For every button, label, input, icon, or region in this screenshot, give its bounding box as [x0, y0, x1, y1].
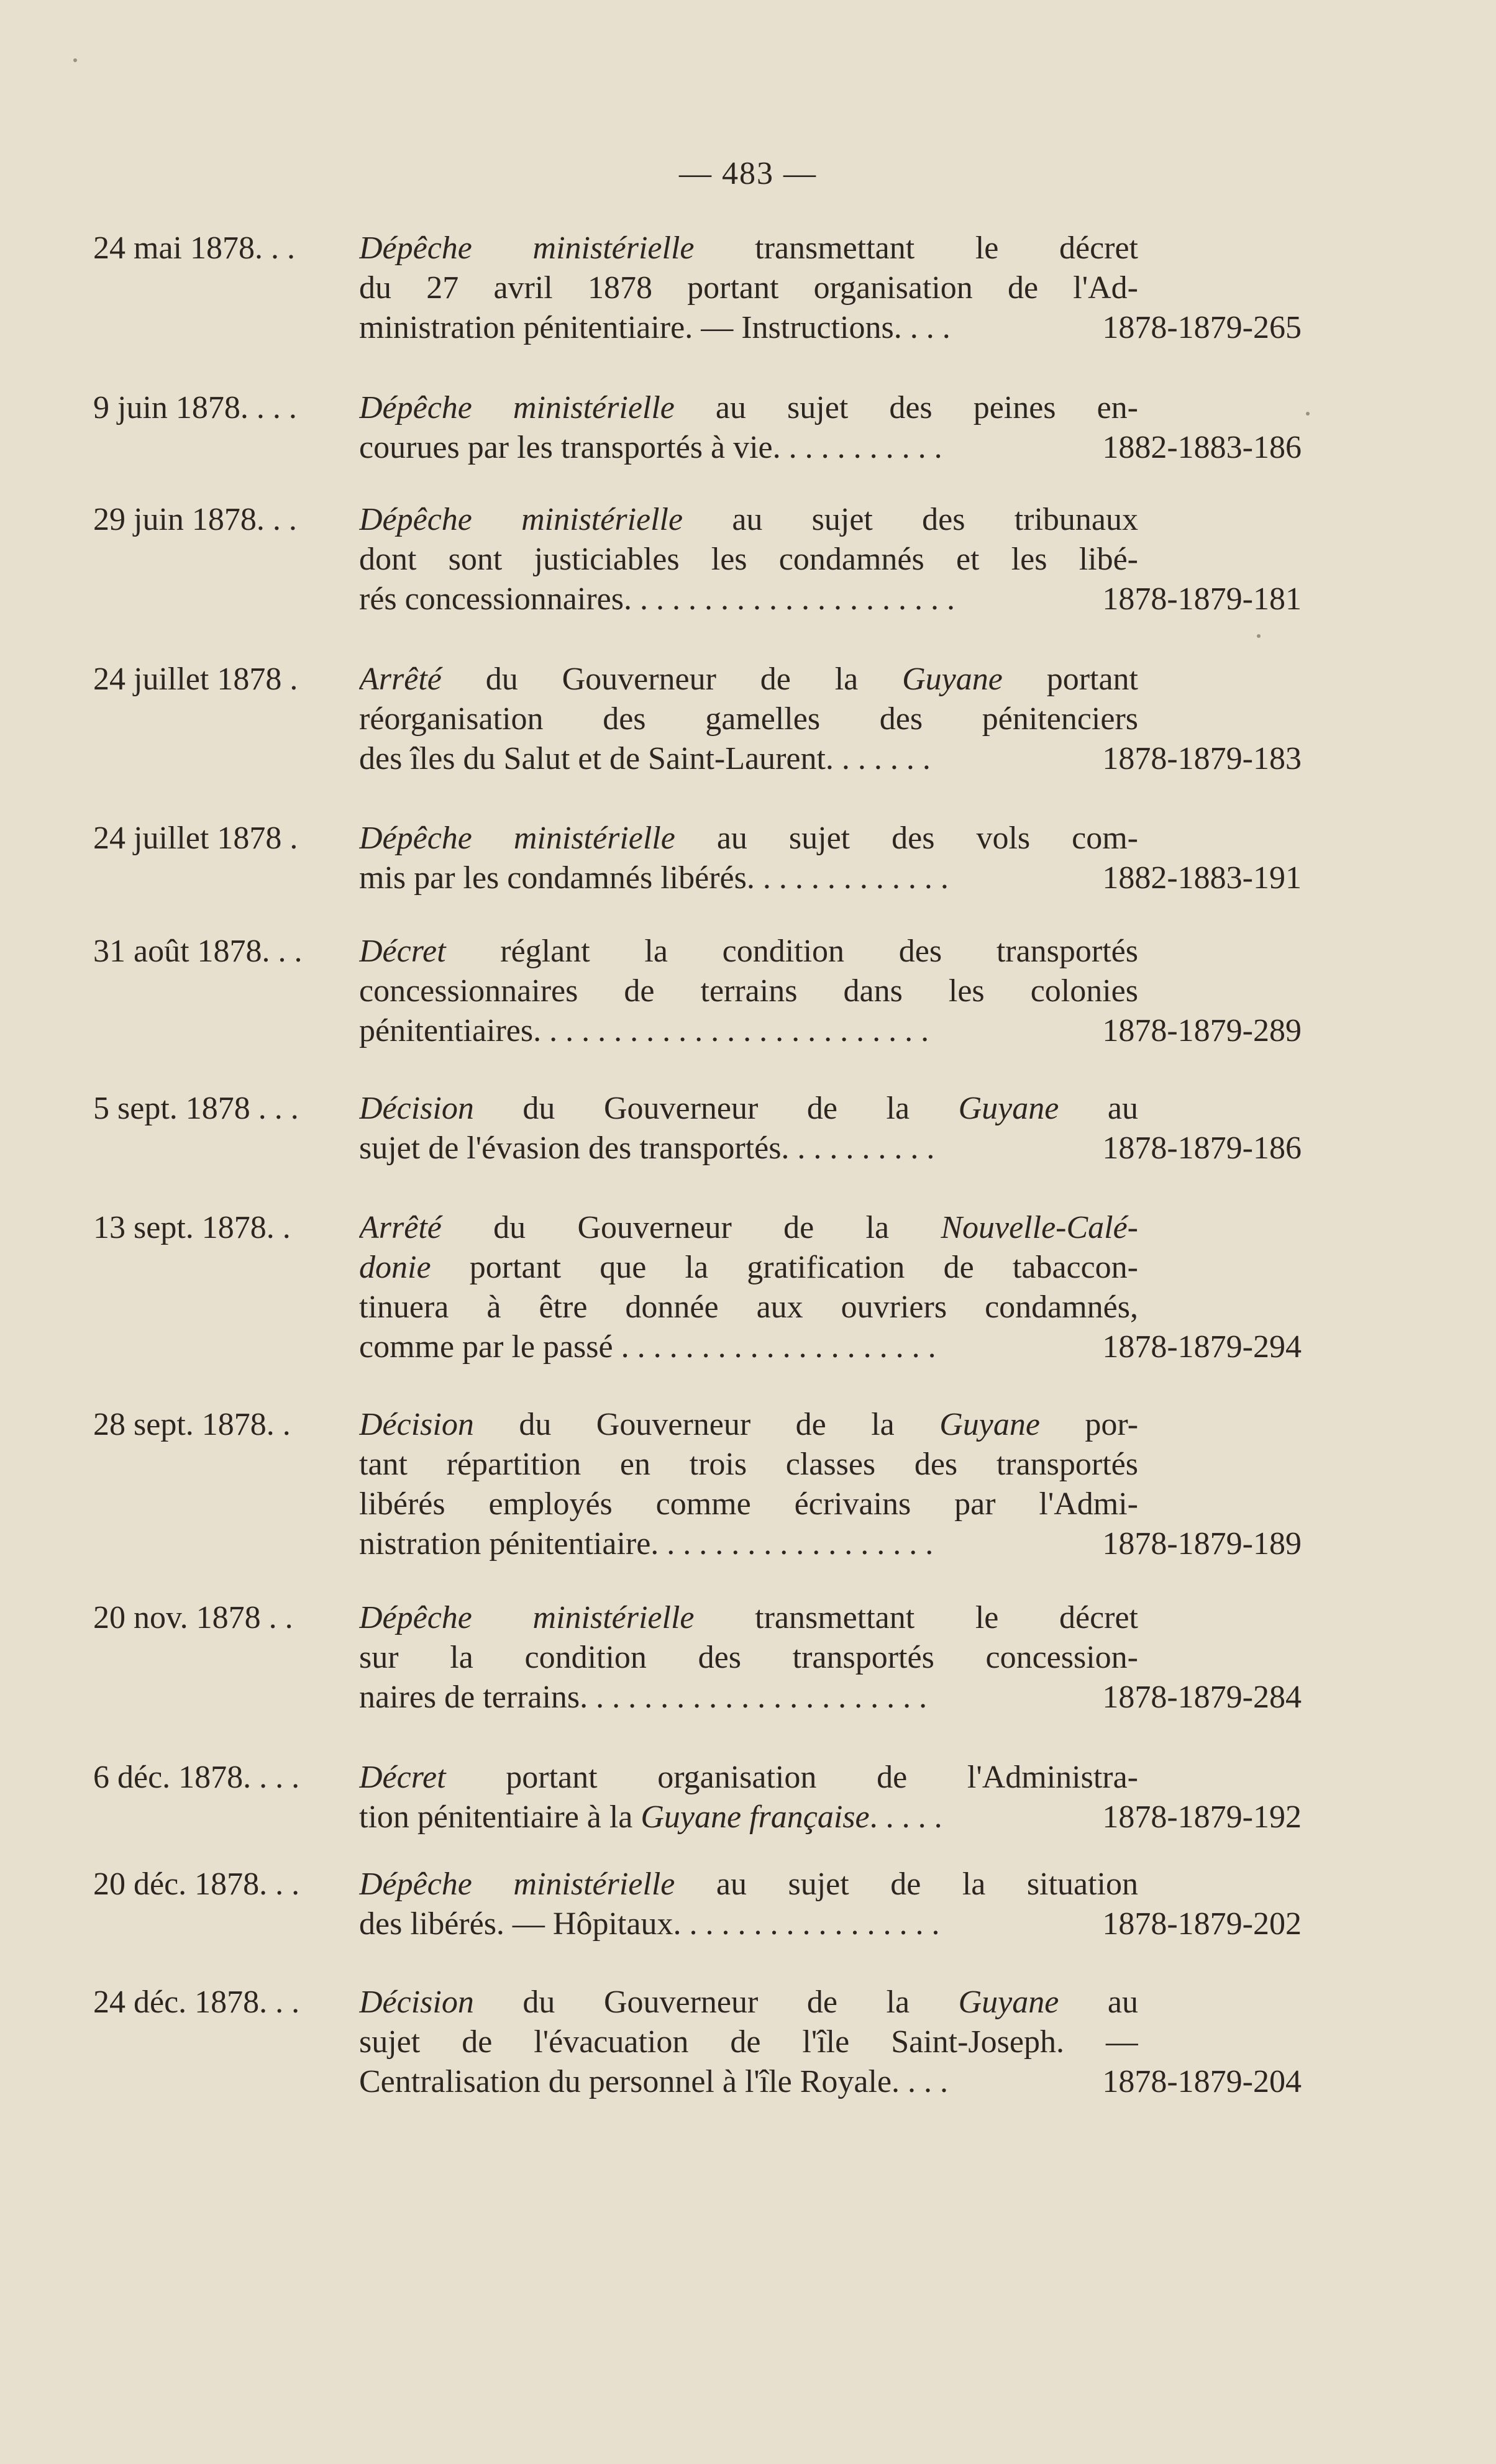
- description-line: [359, 1524, 1138, 1564]
- line-text: tant répartition en trois classes des transportés: [359, 1447, 1138, 1482]
- italic-name: Guyane: [958, 1984, 1059, 2020]
- entry-date: 24 juillet 1878 .: [93, 661, 298, 697]
- line-text: au sujet de la situation: [675, 1866, 1138, 1902]
- line-text: sur la condition des transportés concession-: [359, 1640, 1138, 1675]
- entry-reference: 1878-1879-189: [1102, 1526, 1302, 1562]
- index-entry: [93, 1089, 1302, 1213]
- line-text: pénitentiaires. . . . . . . . . . . . . . . . . . . . . . . . .: [359, 1013, 929, 1048]
- entry-description: [359, 932, 1138, 1051]
- description-line: [359, 1208, 1138, 1248]
- entry-reference: 1878-1879-289: [1102, 1013, 1302, 1048]
- index-entry: [93, 1758, 1302, 1882]
- description-line: [359, 971, 1138, 1011]
- entry-date: 31 août 1878. . .: [93, 934, 303, 969]
- entry-description: [359, 1598, 1138, 1717]
- entry-description: [359, 1758, 1138, 1837]
- line-text: au: [1059, 1984, 1138, 2020]
- italic-name: Guyane française: [641, 1799, 870, 1835]
- index-entry: [93, 1983, 1302, 2107]
- entry-description: [359, 660, 1138, 779]
- entry-description: [359, 1865, 1138, 1944]
- line-text: au sujet des tribunaux: [683, 502, 1138, 537]
- entry-description: [359, 388, 1138, 468]
- index-entry: [93, 229, 1302, 353]
- entry-date: 13 sept. 1878. .: [93, 1210, 291, 1245]
- entry-reference: 1878-1879-186: [1102, 1130, 1302, 1166]
- description-line: [359, 388, 1138, 428]
- description-line: [359, 1983, 1138, 2022]
- description-line: [359, 1638, 1138, 1678]
- entry-description: [359, 1089, 1138, 1168]
- line-text: comme par le passé . . . . . . . . . . . . . . . . . . . .: [359, 1329, 936, 1365]
- line-text: du Gouverneur de la: [441, 1210, 941, 1245]
- description-line: [359, 540, 1138, 580]
- line-text: nistration pénitentiaire. . . . . . . . . . . . . . . . . .: [359, 1526, 934, 1562]
- line-text: courues par les transportés à vie. . . . . . . . . . .: [359, 430, 942, 465]
- entry-description: [359, 500, 1138, 619]
- description-line: [359, 932, 1138, 971]
- index-entry: [93, 932, 1302, 1056]
- line-text: dont sont justiciables les condamnés et les libé-: [359, 542, 1138, 577]
- italic-title: Dépêche ministérielle: [359, 821, 675, 856]
- page-number: — 483 —: [679, 156, 817, 191]
- line-text: . . . . .: [869, 1799, 942, 1835]
- line-text: du Gouverneur de la: [473, 1984, 959, 2020]
- italic-title: Décision: [359, 1984, 474, 2020]
- description-line: [359, 2062, 1138, 2102]
- line-text: transmettant le décret: [694, 230, 1138, 266]
- entry-date: 28 sept. 1878. .: [93, 1407, 291, 1442]
- entry-description: [359, 1208, 1138, 1367]
- line-text: du Gouverneur de la: [473, 1091, 959, 1126]
- index-entry: [93, 660, 1302, 784]
- line-text: mis par les condamnés libérés. . . . . . . . . . . . .: [359, 860, 949, 896]
- line-text: Centralisation du personnel à l'île Royale. . . .: [359, 2064, 949, 2099]
- entry-description: [359, 1405, 1138, 1564]
- italic-title: Décret: [359, 1760, 446, 1795]
- line-text: réorganisation des gamelles des pénitenciers: [359, 701, 1138, 737]
- italic-name: Nouvelle-Calé-: [941, 1210, 1138, 1245]
- description-line: [359, 1904, 1138, 1944]
- description-line: [359, 819, 1138, 858]
- line-text: au: [1059, 1091, 1138, 1126]
- paper-speck: [1306, 412, 1310, 416]
- entry-description: [359, 819, 1138, 898]
- line-text: tinuera à être donnée aux ouvriers condamnés,: [359, 1289, 1138, 1325]
- entry-reference: 1878-1879-183: [1102, 741, 1302, 776]
- entry-reference: 1878-1879-294: [1102, 1329, 1302, 1365]
- description-line: [359, 1405, 1138, 1445]
- description-line: [359, 660, 1138, 699]
- description-line: [359, 1798, 1138, 1837]
- entry-reference: 1878-1879-181: [1102, 581, 1302, 617]
- paper-speck: [73, 58, 77, 62]
- entry-date: 6 déc. 1878. . . .: [93, 1760, 300, 1795]
- description-line: [359, 580, 1138, 619]
- line-text: sujet de l'évasion des transportés. . . . . . . . . .: [359, 1130, 935, 1166]
- italic-title: Dépêche ministérielle: [359, 1600, 695, 1635]
- italic-title: Décision: [359, 1407, 474, 1442]
- description-line: [359, 1598, 1138, 1638]
- entry-reference: 1878-1879-202: [1102, 1906, 1302, 1942]
- entry-date: 20 nov. 1878 . .: [93, 1600, 293, 1635]
- description-line: [359, 500, 1138, 540]
- entry-date: 29 juin 1878. . .: [93, 502, 297, 537]
- entry-date: 20 déc. 1878. . .: [93, 1866, 300, 1902]
- line-text: au sujet des vols com-: [675, 821, 1138, 856]
- italic-title: Dépêche ministérielle: [359, 502, 683, 537]
- description-line: [359, 2022, 1138, 2062]
- line-text: des libérés. — Hôpitaux. . . . . . . . . . . . . . . . .: [359, 1906, 940, 1942]
- entry-date: 9 juin 1878. . . .: [93, 390, 297, 425]
- index-entry: [93, 1405, 1302, 1562]
- index-entry: [93, 388, 1302, 512]
- description-line: [359, 1865, 1138, 1904]
- index-entry: [93, 1865, 1302, 1989]
- description-line: [359, 1288, 1138, 1327]
- line-text: du 27 avril 1878 portant organisation de l'Ad-: [359, 270, 1138, 306]
- italic-title: Arrêté: [359, 1210, 442, 1245]
- italic-title: Dépêche ministérielle: [359, 230, 695, 266]
- entry-date: 24 mai 1878. . .: [93, 230, 295, 266]
- description-line: [359, 308, 1138, 348]
- entry-reference: 1882-1883-186: [1102, 430, 1302, 465]
- entry-reference: 1878-1879-284: [1102, 1680, 1302, 1715]
- line-text: au sujet des peines en-: [674, 390, 1138, 425]
- italic-name: Guyane: [939, 1407, 1040, 1442]
- line-text: réglant la condition des transportés: [445, 934, 1138, 969]
- description-line: [359, 229, 1138, 268]
- description-line: [359, 268, 1138, 308]
- index-entry: [93, 1598, 1302, 1722]
- entry-date: 24 juillet 1878 .: [93, 821, 298, 856]
- italic-name: Guyane: [958, 1091, 1059, 1126]
- index-entry: [93, 1208, 1302, 1365]
- entry-description: [359, 1983, 1138, 2102]
- line-text: ministration pénitentiaire. — Instructions. . . .: [359, 310, 951, 345]
- line-text: por-: [1039, 1407, 1138, 1442]
- description-line: [359, 1484, 1138, 1524]
- description-line: [359, 1758, 1138, 1798]
- description-line: [359, 1089, 1138, 1129]
- paper-speck: [1257, 634, 1261, 638]
- line-text: des îles du Salut et de Saint-Laurent. . . . . . .: [359, 741, 931, 776]
- description-line: [359, 1129, 1138, 1168]
- line-text: sujet de l'évacuation de l'île Saint-Joseph. —: [359, 2024, 1138, 2060]
- index-entry: [93, 819, 1302, 943]
- entry-reference: 1882-1883-191: [1102, 860, 1302, 896]
- italic-title: Dépêche ministérielle: [359, 1866, 675, 1902]
- line-text: transmettant le décret: [694, 1600, 1138, 1635]
- entry-reference: 1878-1879-204: [1102, 2064, 1302, 2099]
- line-text: concessionnaires de terrains dans les colonies: [359, 973, 1138, 1009]
- line-text: du Gouverneur de la: [473, 1407, 940, 1442]
- line-text: portant: [1002, 661, 1138, 697]
- description-line: [359, 1445, 1138, 1484]
- description-line: [359, 858, 1138, 898]
- line-text: naires de terrains. . . . . . . . . . . . . . . . . . . . . .: [359, 1680, 928, 1715]
- italic-title: Arrêté: [359, 661, 442, 697]
- entry-date: 24 déc. 1878. . .: [93, 1984, 300, 2020]
- italic-name: Guyane: [902, 661, 1003, 697]
- entry-reference: 1878-1879-265: [1102, 310, 1302, 345]
- entry-reference: 1878-1879-192: [1102, 1799, 1302, 1835]
- italic-title: donie: [359, 1250, 431, 1285]
- line-text: du Gouverneur de la: [441, 661, 903, 697]
- index-entry: [93, 500, 1302, 624]
- description-line: [359, 739, 1138, 779]
- line-text: rés concessionnaires. . . . . . . . . . . . . . . . . . . . .: [359, 581, 955, 617]
- italic-title: Dépêche ministérielle: [359, 390, 675, 425]
- description-line: [359, 1678, 1138, 1717]
- italic-title: Décision: [359, 1091, 474, 1126]
- italic-title: Décret: [359, 934, 446, 969]
- line-text: portant que la gratification de tabaccon-: [431, 1250, 1138, 1285]
- line-text: portant organisation de l'Administra-: [445, 1760, 1138, 1795]
- description-line: [359, 1327, 1138, 1367]
- description-line: [359, 1011, 1138, 1051]
- entry-date: 5 sept. 1878 . . .: [93, 1091, 299, 1126]
- description-line: [359, 699, 1138, 739]
- description-line: [359, 1248, 1138, 1288]
- line-text: tion pénitentiaire à la: [359, 1799, 641, 1835]
- description-line: [359, 428, 1138, 468]
- entry-description: [359, 229, 1138, 348]
- line-text: libérés employés comme écrivains par l'Admi-: [359, 1486, 1138, 1522]
